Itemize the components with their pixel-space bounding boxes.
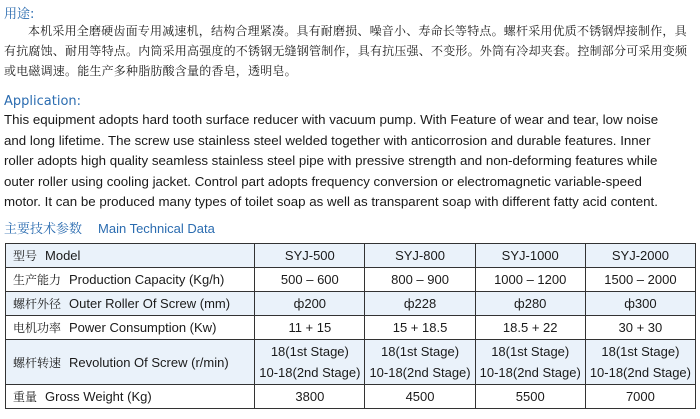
table-cell: 500 – 600 xyxy=(255,268,365,292)
application-line: roller adopts high quality seamless stainless steel pipe with pressive strength and non-deforming features while xyxy=(4,153,658,169)
table-cell: 18(1st Stage) 10-18(2nd Stage) xyxy=(365,340,475,385)
table-cell: SYJ-500 xyxy=(255,244,365,268)
table-cell: 3800 xyxy=(255,385,365,409)
table-cell: 15 + 18.5 xyxy=(365,316,475,340)
application-paragraph xyxy=(4,110,698,213)
table-cell: ф300 xyxy=(585,292,695,316)
row-label: 重量 Gross Weight (Kg) xyxy=(6,385,255,409)
row-label: 生产能力 Production Capacity (Kg/h) xyxy=(6,268,255,292)
table-cell: ф200 xyxy=(255,292,365,316)
table-row xyxy=(6,340,696,385)
usage-heading: 用途: xyxy=(4,7,35,22)
table-cell: 4500 xyxy=(365,385,475,409)
table-cell: SYJ-2000 xyxy=(585,244,695,268)
application-line: This equipment adopts hard tooth surface reducer with vacuum pump. With Feature of wear and tear, low noise xyxy=(4,112,659,127)
usage-text: 本机采用全磨硬齿面专用减速机，结构合理紧凑。具有耐磨损、噪音小、寿命长等特点。螺杆采用优质不锈钢焊接制作，具有抗腐蚀、耐用等特点。内筒采用高强度的不锈钢无缝钢管制作，具有抗压强、不变形。外筒有冷却夹套。控制部分可采用变频或电磁调速。能生产多种脂肪酸含量的香皂，透明皂。 xyxy=(4,24,688,78)
row-label: 螺杆转速 Revolution Of Screw (r/min) xyxy=(6,340,255,385)
row-label: 电机功率 Power Consumption (Kw) xyxy=(6,316,255,340)
table-cell: ф228 xyxy=(365,292,475,316)
table-cell: 800 – 900 xyxy=(365,268,475,292)
table-cell: 1000 – 1200 xyxy=(475,268,585,292)
table-cell: 18(1st Stage) 10-18(2nd Stage) xyxy=(475,340,585,385)
application-line: outer roller using cooling jacket. Control part adopts frequency conversion or electromagnetic variable-speed xyxy=(4,173,642,189)
table-row xyxy=(6,244,696,268)
table-row xyxy=(6,385,696,409)
row-label: 螺杆外径 Outer Roller Of Screw (mm) xyxy=(6,292,255,316)
table-cell: SYJ-1000 xyxy=(475,244,585,268)
table-cell: 5500 xyxy=(475,385,585,409)
table-row xyxy=(6,268,696,292)
table-cell: 11 + 15 xyxy=(255,316,365,340)
table-cell: 18(1st Stage) 10-18(2nd Stage) xyxy=(255,340,365,385)
usage-paragraph xyxy=(4,21,696,81)
application-heading: Application: xyxy=(4,94,82,109)
tech-heading-cn: 主要技术参数 xyxy=(4,222,83,237)
table-row xyxy=(6,292,696,316)
tech-data-heading xyxy=(4,218,215,237)
tech-heading-en: Main Technical Data xyxy=(98,221,215,236)
row-label: 型号 Model xyxy=(6,244,255,268)
table-row xyxy=(6,316,696,340)
table-cell: 18(1st Stage) 10-18(2nd Stage) xyxy=(585,340,695,385)
table-cell: 30 + 30 xyxy=(585,316,695,340)
table-cell: 7000 xyxy=(585,385,695,409)
table-cell: ф280 xyxy=(475,292,585,316)
table-cell: 1500 – 2000 xyxy=(585,268,695,292)
table-cell: 18.5 + 22 xyxy=(475,316,585,340)
application-line: and long lifetime. The screw use stainless steel welded together with anticorrosion and durable features. Inner xyxy=(4,132,651,148)
application-line: motor. It can be produced many types of toilet soap as well as transparent soap with different fatty acid content. xyxy=(4,194,658,210)
table-cell: SYJ-800 xyxy=(365,244,475,268)
specs-table xyxy=(5,243,696,409)
